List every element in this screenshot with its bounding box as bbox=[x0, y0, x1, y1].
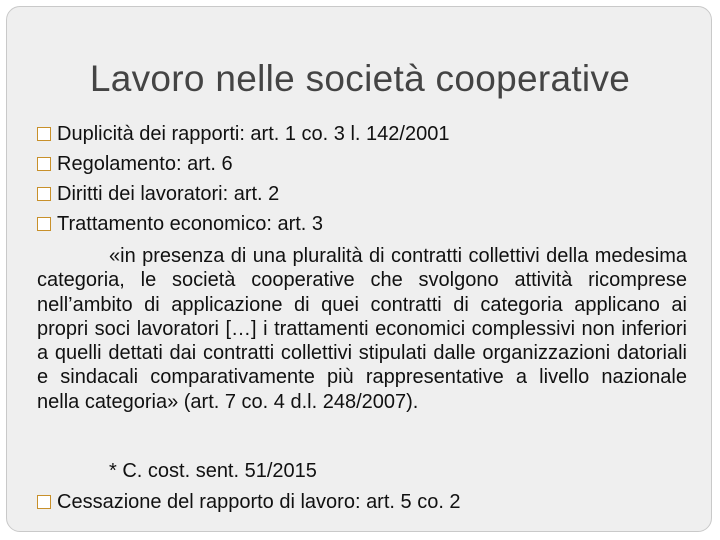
square-bullet-icon bbox=[37, 187, 51, 201]
bullet-text: Diritti dei lavoratori: art. 2 bbox=[57, 183, 280, 205]
square-bullet-icon bbox=[37, 217, 51, 231]
quote-block bbox=[37, 244, 687, 414]
square-bullet-icon bbox=[37, 495, 51, 509]
square-bullet-icon bbox=[37, 157, 51, 171]
bullet-item bbox=[37, 182, 279, 206]
bullet-item bbox=[37, 122, 449, 146]
quote-text: «in presenza di una pluralità di contratti collettivi della medesima categoria, le società cooperative che svolgono attività ricomprese nell’ambito di applicazione di quei contratti di categoria applicano ai propri soci lavoratori […] i trattamenti economici complessivi non inferiori a quelli dettati dai contratti collettivi stipulati dalle organizzazioni datoriali e sindacali comparativamente più rappresentative a livello nazionale nella categoria» (art. 7 co. 4 d.l. 248/2007). bbox=[37, 245, 687, 413]
bullet-text: Duplicità dei rapporti: art. 1 co. 3 l. 142/2001 bbox=[57, 123, 450, 145]
slide-title: Lavoro nelle società cooperative bbox=[89, 58, 631, 99]
bullet-item bbox=[37, 490, 461, 514]
bullet-text: Regolamento: art. 6 bbox=[57, 153, 233, 175]
bullet-item bbox=[37, 212, 323, 236]
citation-note: * C. cost. sent. 51/2015 bbox=[109, 460, 317, 482]
bullet-item bbox=[37, 152, 233, 176]
bullet-text: Cessazione del rapporto di lavoro: art. 5 co. 2 bbox=[57, 491, 461, 513]
square-bullet-icon bbox=[37, 127, 51, 141]
bullet-text: Trattamento economico: art. 3 bbox=[57, 213, 324, 235]
